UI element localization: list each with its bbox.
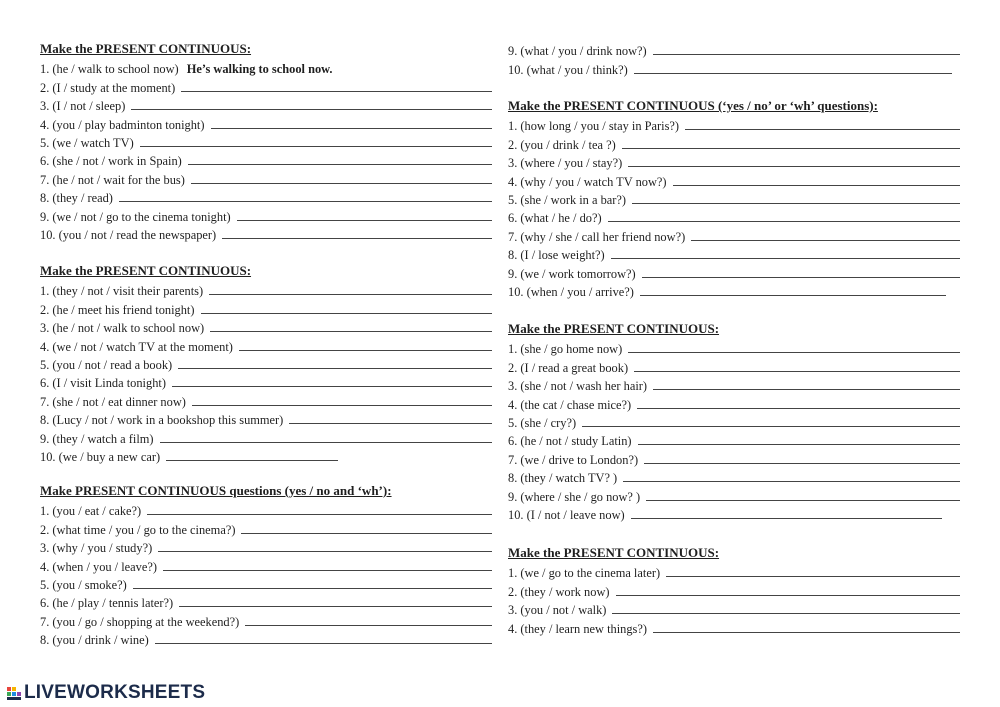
exercise-item xyxy=(508,412,960,430)
answer-blank-line[interactable] xyxy=(653,632,960,633)
logo-mark-icon xyxy=(6,685,22,701)
answer-blank-line[interactable] xyxy=(608,221,960,222)
exercise-section xyxy=(508,320,960,522)
exercise-item xyxy=(508,133,960,151)
exercise-prompt: 8. (they / watch TV? ) xyxy=(508,471,618,486)
exercise-prompt: 4. (you / play badminton tonight) xyxy=(40,117,205,132)
example-answer: He’s walking to school now. xyxy=(186,62,333,77)
answer-blank-line[interactable] xyxy=(622,148,960,149)
exercise-item xyxy=(40,390,492,408)
answer-blank-line[interactable] xyxy=(222,238,492,239)
exercise-prompt: 5. (you / not / read a book) xyxy=(40,357,173,372)
answer-blank-line[interactable] xyxy=(642,277,960,278)
exercise-item xyxy=(40,555,492,573)
exercise-item xyxy=(508,393,960,411)
exercise-item xyxy=(508,281,960,299)
exercise-item xyxy=(508,580,960,598)
exercise-prompt: 1. (we / go to the cinema later) xyxy=(508,566,661,581)
logo-text: LIVEWORKSHEETS xyxy=(24,682,206,703)
answer-blank-line[interactable] xyxy=(673,185,960,186)
answer-blank-line[interactable] xyxy=(634,73,952,74)
exercise-item xyxy=(508,504,960,522)
exercise-item xyxy=(508,448,960,466)
exercise-section xyxy=(508,40,960,77)
exercise-prompt: 6. (he / not / study Latin) xyxy=(508,434,632,449)
exercise-prompt: 10. (when / you / arrive?) xyxy=(508,284,634,299)
exercise-prompt: 7. (why / she / call her friend now?) xyxy=(508,229,686,244)
exercise-prompt: 5. (she / cry?) xyxy=(508,415,577,430)
exercise-item xyxy=(508,262,960,280)
exercise-prompt: 7. (he / not / wait for the bus) xyxy=(40,172,185,187)
section-title: Make the PRESENT CONTINUOUS: xyxy=(40,263,252,278)
exercise-prompt: 2. (they / work now) xyxy=(508,584,610,599)
answer-blank-line[interactable] xyxy=(653,389,960,390)
exercise-item xyxy=(508,244,960,262)
exercise-prompt: 8. (Lucy / not / work in a bookshop this summer) xyxy=(40,413,284,428)
answer-blank-line[interactable] xyxy=(211,128,492,129)
answer-blank-line[interactable] xyxy=(239,350,492,351)
exercise-prompt: 3. (I / not / sleep) xyxy=(40,99,126,114)
answer-blank-line[interactable] xyxy=(582,426,960,427)
answer-blank-line[interactable] xyxy=(181,91,492,92)
exercise-item xyxy=(508,338,960,356)
answer-blank-line[interactable] xyxy=(191,183,492,184)
exercise-prompt: 2. (I / study at the moment) xyxy=(40,80,176,95)
liveworksheets-logo xyxy=(6,683,205,703)
answer-blank-line[interactable] xyxy=(119,201,492,202)
exercise-item xyxy=(508,430,960,448)
answer-blank-line[interactable] xyxy=(131,109,492,110)
exercise-prompt: 10. (I / not / leave now) xyxy=(508,507,625,522)
exercise-prompt: 1. (how long / you / stay in Paris?) xyxy=(508,119,680,134)
answer-blank-line[interactable] xyxy=(616,595,960,596)
exercise-item xyxy=(40,427,492,445)
exercise-prompt: 9. (what / you / drink now?) xyxy=(508,44,647,59)
answer-blank-line[interactable] xyxy=(653,54,960,55)
exercise-item xyxy=(40,610,492,628)
answer-blank-line[interactable] xyxy=(163,570,492,571)
exercise-prompt: 9. (they / watch a film) xyxy=(40,431,154,446)
exercise-prompt: 8. (you / drink / wine) xyxy=(40,633,149,648)
answer-blank-line[interactable] xyxy=(140,146,492,147)
exercise-prompt: 10. (what / you / think?) xyxy=(508,62,628,77)
exercise-prompt: 10. (you / not / read the newspaper) xyxy=(40,227,217,242)
exercise-prompt: 3. (why / you / study?) xyxy=(40,541,153,556)
exercise-prompt: 6. (he / play / tennis later?) xyxy=(40,596,174,611)
answer-blank-line[interactable] xyxy=(638,444,960,445)
exercise-prompt: 3. (you / not / walk) xyxy=(508,603,607,618)
exercise-prompt: 3. (where / you / stay?) xyxy=(508,156,623,171)
exercise-item xyxy=(508,617,960,635)
exercise-item xyxy=(40,446,492,464)
exercise-item xyxy=(40,76,492,94)
exercise-prompt: 1. (he / walk to school now) xyxy=(40,62,179,77)
exercise-prompt: 10. (we / buy a new car) xyxy=(40,449,161,464)
exercise-prompt: 3. (he / not / walk to school now) xyxy=(40,321,205,336)
answer-blank-line[interactable] xyxy=(147,514,492,515)
exercise-prompt: 5. (you / smoke?) xyxy=(40,577,127,592)
exercise-prompt: 2. (he / meet his friend tonight) xyxy=(40,302,195,317)
exercise-item xyxy=(40,280,492,298)
answer-blank-line[interactable] xyxy=(210,331,492,332)
section-title: Make the PRESENT CONTINUOUS: xyxy=(508,321,720,336)
exercise-item xyxy=(40,354,492,372)
exercise-section xyxy=(508,97,960,299)
exercise-prompt: 3. (she / not / wash her hair) xyxy=(508,379,648,394)
exercise-item xyxy=(40,58,492,76)
section-title: Make the PRESENT CONTINUOUS (‘yes / no’ or ‘wh’ questions): xyxy=(508,98,878,113)
exercise-item xyxy=(40,500,492,518)
answer-blank-line[interactable] xyxy=(178,368,492,369)
exercise-prompt: 1. (she / go home now) xyxy=(508,342,623,357)
exercise-prompt: 7. (you / go / shopping at the weekend?) xyxy=(40,614,240,629)
answer-blank-line[interactable] xyxy=(155,643,492,644)
exercise-prompt: 4. (they / learn new things?) xyxy=(508,621,648,636)
exercise-item xyxy=(40,518,492,536)
exercise-item xyxy=(40,224,492,242)
answer-blank-line[interactable] xyxy=(666,576,960,577)
answer-blank-line[interactable] xyxy=(612,613,960,614)
exercise-prompt: 7. (she / not / eat dinner now) xyxy=(40,394,186,409)
exercise-prompt: 4. (when / you / leave?) xyxy=(40,559,157,574)
exercise-prompt: 5. (she / work in a bar?) xyxy=(508,192,627,207)
exercise-prompt: 6. (what / he / do?) xyxy=(508,211,602,226)
answer-blank-line[interactable] xyxy=(192,405,492,406)
exercise-item xyxy=(40,537,492,555)
answer-blank-line[interactable] xyxy=(646,500,960,501)
answer-blank-line[interactable] xyxy=(209,294,492,295)
exercise-item xyxy=(508,152,960,170)
exercise-prompt: 4. (why / you / watch TV now?) xyxy=(508,174,667,189)
exercise-item xyxy=(40,298,492,316)
exercise-item xyxy=(508,40,960,58)
answer-blank-line[interactable] xyxy=(611,258,960,259)
answer-blank-line[interactable] xyxy=(628,352,960,353)
exercise-prompt: 4. (we / not / watch TV at the moment) xyxy=(40,339,233,354)
exercise-prompt: 9. (we / not / go to the cinema tonight) xyxy=(40,209,231,224)
answer-blank-line[interactable] xyxy=(289,423,492,424)
exercise-prompt: 9. (we / work tomorrow?) xyxy=(508,266,636,281)
exercise-item xyxy=(40,592,492,610)
exercise-item xyxy=(40,372,492,390)
answer-blank-line[interactable] xyxy=(133,588,492,589)
exercise-prompt: 1. (they / not / visit their parents) xyxy=(40,284,204,299)
answer-blank-line[interactable] xyxy=(691,240,960,241)
exercise-prompt: 1. (you / eat / cake?) xyxy=(40,504,142,519)
exercise-item xyxy=(508,189,960,207)
exercise-prompt: 2. (what time / you / go to the cinema?) xyxy=(40,522,236,537)
exercise-item xyxy=(508,485,960,503)
exercise-section xyxy=(508,544,960,636)
exercise-item xyxy=(508,356,960,374)
exercise-item xyxy=(508,207,960,225)
exercise-prompt: 7. (we / drive to London?) xyxy=(508,452,639,467)
exercise-item xyxy=(40,629,492,647)
answer-blank-line[interactable] xyxy=(637,408,960,409)
exercise-item xyxy=(40,409,492,427)
answer-blank-line[interactable] xyxy=(158,551,492,552)
exercise-item xyxy=(508,58,960,76)
answer-blank-line[interactable] xyxy=(632,203,960,204)
exercise-item xyxy=(40,113,492,131)
exercise-item xyxy=(40,335,492,353)
exercise-item xyxy=(40,168,492,186)
exercise-prompt: 8. (I / lose weight?) xyxy=(508,248,605,263)
answer-blank-line[interactable] xyxy=(172,386,492,387)
exercise-item xyxy=(508,170,960,188)
exercise-item xyxy=(508,467,960,485)
answer-blank-line[interactable] xyxy=(634,371,960,372)
answer-blank-line[interactable] xyxy=(166,460,338,461)
answer-blank-line[interactable] xyxy=(644,463,960,464)
exercise-item xyxy=(40,95,492,113)
exercise-prompt: 2. (I / read a great book) xyxy=(508,360,629,375)
exercise-section xyxy=(40,262,492,464)
exercise-item xyxy=(508,115,960,133)
exercise-section xyxy=(40,482,492,647)
exercise-item xyxy=(40,187,492,205)
exercise-item xyxy=(508,225,960,243)
exercise-item xyxy=(508,375,960,393)
section-title: Make PRESENT CONTINUOUS questions (yes / no and ‘wh’): xyxy=(40,483,392,498)
exercise-prompt: 4. (the cat / chase mice?) xyxy=(508,397,632,412)
exercise-item xyxy=(40,150,492,168)
answer-blank-line[interactable] xyxy=(623,481,960,482)
exercise-item xyxy=(40,574,492,592)
exercise-prompt: 8. (they / read) xyxy=(40,191,113,206)
answer-blank-line[interactable] xyxy=(201,313,492,314)
exercise-prompt: 9. (where / she / go now? ) xyxy=(508,489,641,504)
answer-blank-line[interactable] xyxy=(179,606,492,607)
exercise-item xyxy=(508,562,960,580)
exercise-prompt: 2. (you / drink / tea ?) xyxy=(508,137,616,152)
answer-blank-line[interactable] xyxy=(188,164,492,165)
answer-blank-line[interactable] xyxy=(160,442,492,443)
exercise-item xyxy=(40,205,492,223)
answer-blank-line[interactable] xyxy=(631,518,942,519)
exercise-section xyxy=(40,40,492,242)
exercise-item xyxy=(508,599,960,617)
exercise-item xyxy=(40,132,492,150)
exercise-item xyxy=(40,317,492,335)
section-title: Make the PRESENT CONTINUOUS: xyxy=(508,545,720,560)
exercise-prompt: 6. (I / visit Linda tonight) xyxy=(40,376,166,391)
answer-blank-line[interactable] xyxy=(245,625,492,626)
answer-blank-line[interactable] xyxy=(241,533,492,534)
section-title: Make the PRESENT CONTINUOUS: xyxy=(40,41,252,56)
answer-blank-line[interactable] xyxy=(640,295,946,296)
answer-blank-line[interactable] xyxy=(237,220,492,221)
answer-blank-line[interactable] xyxy=(685,129,960,130)
exercise-prompt: 5. (we / watch TV) xyxy=(40,135,134,150)
answer-blank-line[interactable] xyxy=(628,166,960,167)
exercise-prompt: 6. (she / not / work in Spain) xyxy=(40,154,182,169)
